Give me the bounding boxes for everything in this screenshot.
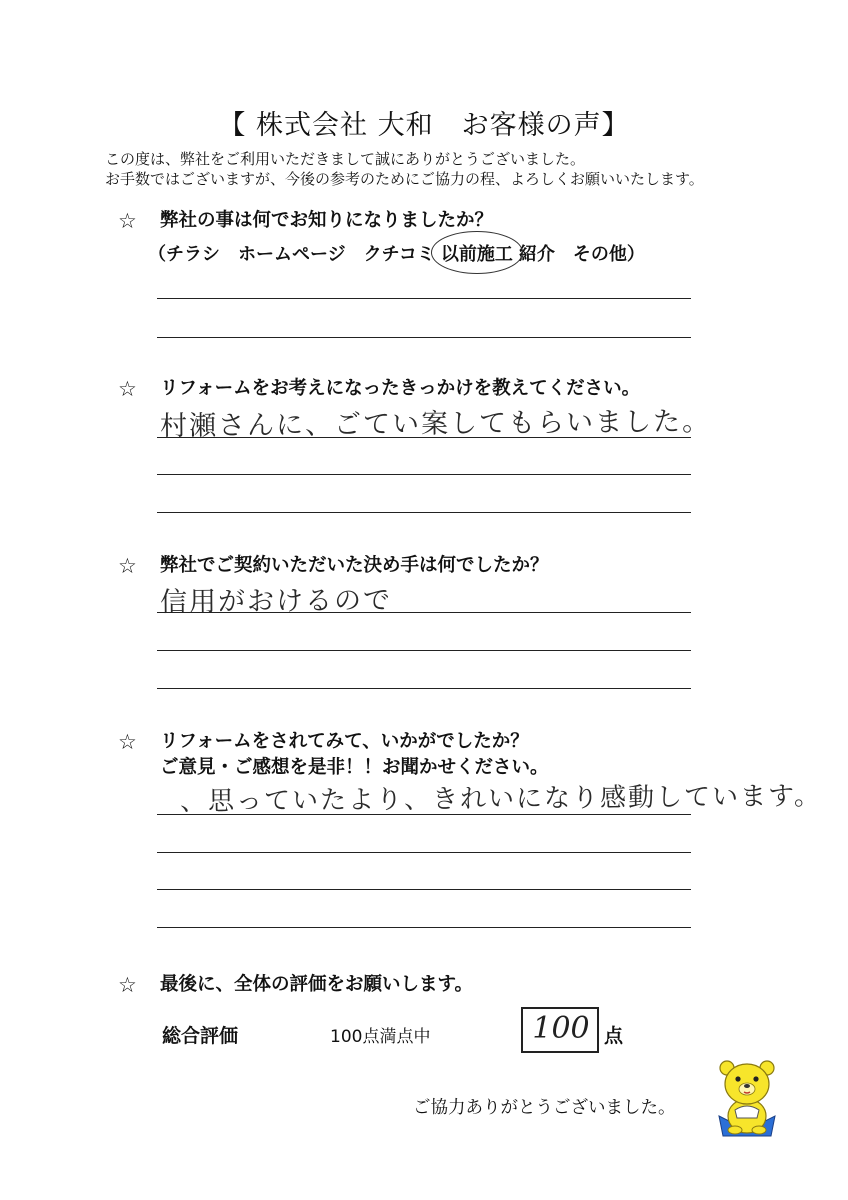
star-icon: ☆ bbox=[118, 973, 137, 997]
answer-line bbox=[157, 437, 691, 438]
question-1: 弊社の事は何でお知りになりましたか？ bbox=[160, 210, 494, 231]
answer-line bbox=[157, 474, 691, 475]
closing-message: ご協力ありがとうございました。 bbox=[413, 1098, 676, 1118]
score-value: 100 bbox=[532, 1011, 590, 1046]
options-open: （チラシ ホームページ クチコミ bbox=[148, 244, 435, 265]
options-close: 紹介 その他） bbox=[518, 244, 645, 265]
company-name: 【 株式会社 大和 bbox=[218, 110, 434, 141]
bear-mascot-icon bbox=[713, 1058, 781, 1138]
answer-line bbox=[157, 650, 691, 651]
question-5: 最後に、全体の評価をお願いします。 bbox=[160, 974, 474, 995]
title-heading: お客様の声】 bbox=[461, 110, 630, 141]
handwritten-answer-4: 、思っていたより、きれいになり感動しています。 bbox=[179, 781, 823, 817]
question-2: リフォームをお考えになったきっかけを教えてください。 bbox=[160, 378, 641, 399]
answer-line bbox=[157, 337, 691, 338]
question-4-line-2: ご意見・ご感想を是非！！お聞かせください。 bbox=[160, 757, 549, 778]
answer-line bbox=[157, 852, 691, 853]
handwritten-answer-3: 信用がおけるので bbox=[159, 584, 393, 618]
rating-condition: 100点満点中 bbox=[330, 1027, 431, 1047]
handwritten-answer-2: 村瀬さんに、ごてい案してもらいました。 bbox=[159, 406, 712, 442]
question-1-options bbox=[148, 240, 645, 266]
question-3: 弊社でご契約いただいた決め手は何でしたか？ bbox=[160, 555, 549, 576]
star-icon: ☆ bbox=[118, 377, 137, 401]
intro-line-1: この度は、弊社をご利用いただきまして誠にありがとうございました。 bbox=[105, 150, 586, 168]
answer-line bbox=[157, 688, 691, 689]
answer-line bbox=[157, 927, 691, 928]
star-icon: ☆ bbox=[118, 730, 137, 754]
answer-line bbox=[157, 512, 691, 513]
star-icon: ☆ bbox=[118, 554, 137, 578]
overall-rating-label: 総合評価 bbox=[162, 1025, 239, 1047]
answer-line bbox=[157, 889, 691, 890]
intro-line-2: お手数ではございますが、今後の参考のためにご協力の程、よろしくお願いいたします。 bbox=[105, 170, 704, 188]
answer-line bbox=[157, 814, 691, 815]
page-title bbox=[0, 103, 848, 142]
star-icon: ☆ bbox=[118, 209, 137, 233]
circled-option: 以前施工 bbox=[441, 240, 513, 266]
question-4: リフォームをされてみて、いかがでしたか？ bbox=[160, 731, 529, 752]
score-unit: 点 bbox=[604, 1025, 624, 1047]
answer-line bbox=[157, 298, 691, 299]
answer-line bbox=[157, 612, 691, 613]
